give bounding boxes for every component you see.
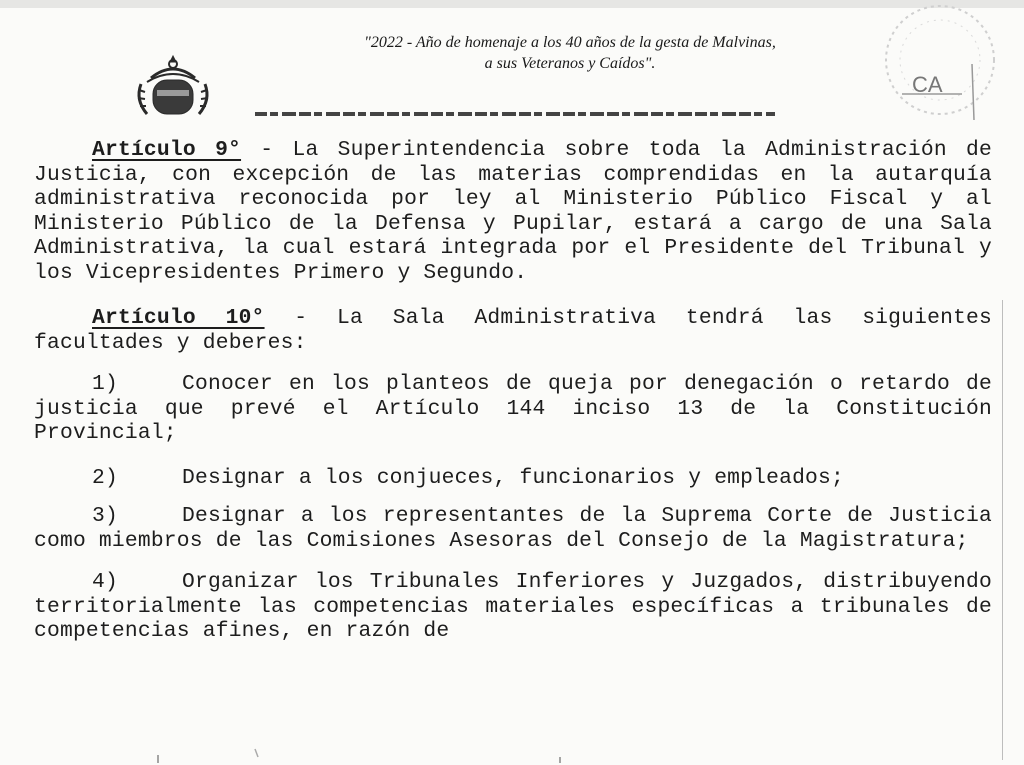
cropped-text-remnant — [255, 110, 775, 118]
item-text: Designar a los conjueces, funcionarios y empleados; — [182, 465, 844, 490]
list-item — [34, 570, 992, 644]
article-10-heading: Artículo 10° — [92, 306, 265, 330]
list-item — [34, 466, 992, 491]
header-motto — [300, 32, 840, 74]
article-9-body: - La Superintendencia sobre toda la Administración de Justicia, con excepción de las materias comprendidas en la autarquía administrativa reconocida por ley al Ministerio Público Fiscal y al Ministerio Público de la Defensa y Pupilar, estará a cargo de una Sala Administrativa, la cual estará integrada por el Presidente del Tribunal y los Vicepresidentes Primero y Segundo. — [34, 138, 992, 285]
scan-bottom-marks — [0, 735, 1024, 765]
list-item — [34, 504, 992, 553]
scan-right-edge — [1002, 300, 1003, 760]
item-text: Organizar los Tribunales Inferiores y Juzgados, distribuyendo territorialmente las competencias materiales específicas a tribunales de competencias afines, en razón de — [34, 570, 992, 643]
article-9-paragraph — [34, 138, 992, 285]
item-text: Conocer en los planteos de queja por denegación o retardo de justicia que prevé el Artículo 144 inciso 13 de la Constitución Provincial; — [34, 372, 992, 445]
item-number: 1) — [92, 372, 118, 396]
article-10-body: - La Sala Administrativa tendrá las siguientes facultades y deberes: — [34, 306, 993, 355]
item-text: Designar a los representantes de la Suprema Corte de Justicia como miembros de las Comisiones Asesoras del Consejo de la Magistratura; — [34, 504, 992, 553]
provincial-crest-icon — [133, 50, 213, 118]
article-10-paragraph — [34, 306, 992, 355]
stamp-initials: CA — [912, 72, 943, 97]
official-stamp-icon — [862, 2, 1012, 120]
document-body — [34, 138, 992, 644]
item-number: 3) — [92, 504, 118, 528]
list-item — [34, 372, 992, 446]
motto-line-1: "2022 - Año de homenaje a los 40 años de la gesta de Malvinas, — [364, 34, 776, 51]
motto-line-2: a sus Veteranos y Caídos". — [484, 55, 656, 72]
article-9-heading: Artículo 9° — [92, 138, 242, 162]
item-number: 4) — [92, 570, 118, 594]
item-number: 2) — [92, 465, 118, 490]
